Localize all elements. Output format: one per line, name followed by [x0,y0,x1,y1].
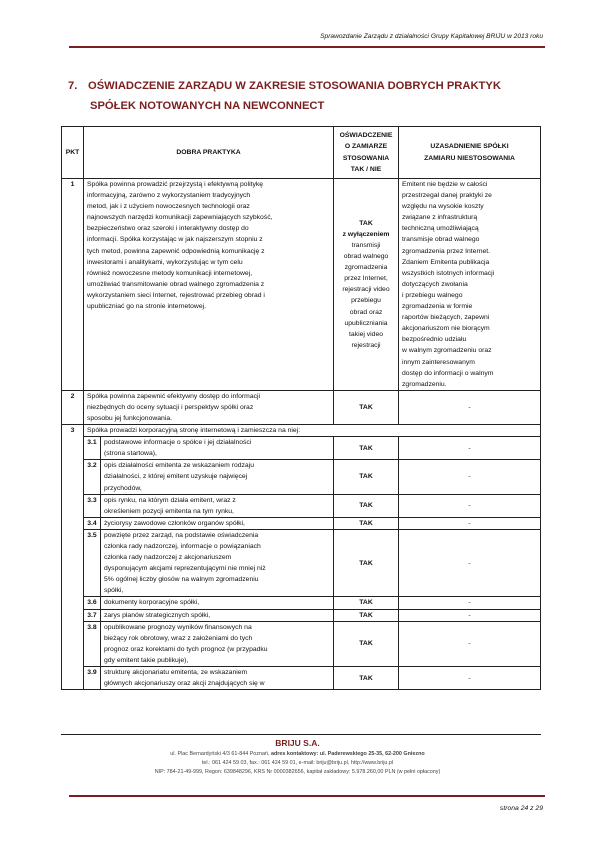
subrow-praktyka: opublikowane prognozy wyników finansowych na bieżący rok obrotowy, wraz z założeniami do tych prognoz oraz korektami do tych prognoz (w przypadku gdy emitent takie publikuje), [101,621,334,666]
row-praktyka: Spółka powinna zapewnić efektywny dostęp do informacji niezbędnych do oceny sytuacji i perspektyw spółki oraz sposobu jej funkcjonowania. [84,390,334,424]
table-row [62,425,541,437]
footer-registry: NIP: 784-21-49-999, Regon: 639848296, KRS Nr 0000382656, kapitał zakładowy: 5.978.260,00 PLN (w pełni opłacony) [154,769,441,775]
table-subrow [62,597,541,609]
row-intro: Spółka prowadzi korporacyjną stronę internetową i zamieszcza na niej: [84,425,541,437]
table-header-row [62,127,541,179]
running-header: Sprawozdanie Zarządu z działalności Grupy Kapitałowej BRIJU w 2013 roku [320,33,543,40]
subrow-oswiadczenie: TAK [334,437,399,460]
subrow-number: 3.7 [84,609,101,621]
row-oswiadczenie: TAK z wyłączeniem transmisji obrad walnego zgromadzenia przez Internet, rejestracji video przebiegu obrad oraz upubliczniania takiej video rejestracji [334,179,399,391]
footer-rule [61,734,541,735]
footer-phones: tel.: 061 424 59 03, fax.: 061 424 59 01, e-mail: briju@briju.pl, http://www.briju.pl [201,760,394,766]
subrow-uzasadnienie: - [399,494,541,517]
subrow-uzasadnienie: - [399,621,541,666]
subrow-number: 3.8 [84,621,101,666]
subrow-oswiadczenie: TAK [334,609,399,621]
subrow-number: 3.2 [84,460,101,494]
footer-company: BRIJU S.A. [275,738,320,748]
page-number: strona 24 z 29 [499,805,543,812]
table-subrow [62,460,541,494]
subrow-uzasadnienie: - [399,437,541,460]
subrow-oswiadczenie: TAK [334,460,399,494]
subrow-oswiadczenie: TAK [334,517,399,529]
subrow-praktyka: podstawowe informacje o spółce i jej działalności (strona startowa), [101,437,334,460]
subrow-uzasadnienie: - [399,460,541,494]
subrow-uzasadnienie: - [399,609,541,621]
row-pkt: 3 [62,425,84,690]
subrow-praktyka: dokumenty korporacyjne spółki, [101,597,334,609]
header-pkt: PKT [62,127,84,179]
subrow-number: 3.1 [84,437,101,460]
subrow-number: 3.3 [84,494,101,517]
table-subrow [62,621,541,666]
table-row [62,179,541,391]
section-number: 7. [68,80,78,92]
table-subrow [62,517,541,529]
table-row [62,390,541,424]
table-subrow [62,667,541,690]
subrow-praktyka: opis działalności emitenta ze wskazaniem rodzaju działalności, z której emitent uzyskuje najwięcej przychodów, [101,460,334,494]
subrow-praktyka: zarys planów strategicznych spółki, [101,609,334,621]
good-practices-table [61,126,541,690]
footer-address: ul. Plac Bernardyński 4/3 61-844 Poznań, [170,751,270,757]
subrow-number: 3.6 [84,597,101,609]
subrow-oswiadczenie: TAK [334,621,399,666]
subrow-number: 3.4 [84,517,101,529]
subrow-oswiadczenie: TAK [334,667,399,690]
table-subrow [62,609,541,621]
header-oswiadczenie: OŚWIADCZENIE O ZAMIARZE STOSOWANIA TAK / NIE [334,127,399,179]
section-title [68,76,538,116]
subrow-uzasadnienie: - [399,667,541,690]
subrow-praktyka: powzięte przez zarząd, na podstawie oświadczenia członka rady nadzorczej, informacje o powiązaniach członka rady nadzorczej z akcjonariuszem dysponującym akcjami reprezentującymi nie mniej niż 5% ogólnej liczby głosów na walnym zgromadzeniu spółki, [101,529,334,597]
table-subrow [62,494,541,517]
subrow-oswiadczenie: TAK [334,494,399,517]
subrow-uzasadnienie: - [399,597,541,609]
subrow-praktyka: życiorysy zawodowe członków organów spółki, [101,517,334,529]
subrow-number: 3.5 [84,529,101,597]
header-rule [69,46,545,48]
row-pkt: 1 [62,179,84,391]
row-praktyka: Spółka powinna prowadzić przejrzystą i efektywną politykę informacyjną, zarówno z wykorzystaniem tradycyjnych metod, jak i z użyciem nowoczesnych technologii oraz najnowszych narzędzi komunikacji zapewniających szybkość, bezpieczeństwo oraz szeroki i interaktywny dostęp do informacji. Spółka korzystając w jak najszerszym stopniu z tych metod, powinna zapewnić odpowiednią komunikację z inwestorami i analitykami, wykorzystując w tym celu również nowoczesne metody komunikacji internetowej, umożliwiać transmitowanie obrad walnego zgromadzenia z wykorzystaniem sieci Internet, rejestrować przebieg obrad i upubliczniać go na stronie internetowej. [84,179,334,391]
subrow-oswiadczenie: TAK [334,597,399,609]
subrow-praktyka: strukturę akcjonariatu emitenta, ze wskazaniem głównych akcjonariuszy oraz akcji znajdujących się w [101,667,334,690]
table-subrow [62,437,541,460]
header-praktyka: DOBRA PRAKTYKA [84,127,334,179]
section-title-line1: OŚWIADCZENIE ZARZĄDU W ZAKRESIE STOSOWANIA DOBRYCH PRAKTYK [88,80,501,92]
row-pkt: 2 [62,390,84,424]
subrow-uzasadnienie: - [399,529,541,597]
row-oswiadczenie: TAK [334,390,399,424]
section-title-line2: SPÓŁEK NOTOWANYCH NA NEWCONNECT [90,100,325,112]
footer-contact-address: adres kontaktowy: ul. Paderewskiego 25-35, 62-200 Gniezno [270,751,425,757]
footer-address-line [0,751,595,757]
subrow-oswiadczenie: TAK [334,529,399,597]
subrow-number: 3.9 [84,667,101,690]
subrow-uzasadnienie: - [399,517,541,529]
table-subrow [62,529,541,597]
row-uzasadnienie: - [399,390,541,424]
footer-bottom-rule [69,795,545,797]
row-uzasadnienie: Emitent nie będzie w całości przestrzegał danej praktyki ze względu na wysokie koszty związane z infrastrukturą techniczną umożliwiającą transmisje obrad walnego zgromadzenia przez Internet. Zdaniem Emitenta publikacja wszystkich istotnych informacji dotyczących zwołania i przebiegu walnego zgromadzenia w formie raportów bieżących, zapewni akcjonariuszom nie biorącym bezpośrednio udziału w walnym zgromadzeniu oraz innym zainteresowanym dostęp do informacji o walnym zgromadzeniu. [399,179,541,391]
subrow-praktyka: opis rynku, na którym działa emitent, wraz z określeniem pozycji emitenta na tym rynku, [101,494,334,517]
header-uzasadnienie: UZASADNIENIE SPÓŁKI ZAMIARU NIESTOSOWANIA [399,127,541,179]
